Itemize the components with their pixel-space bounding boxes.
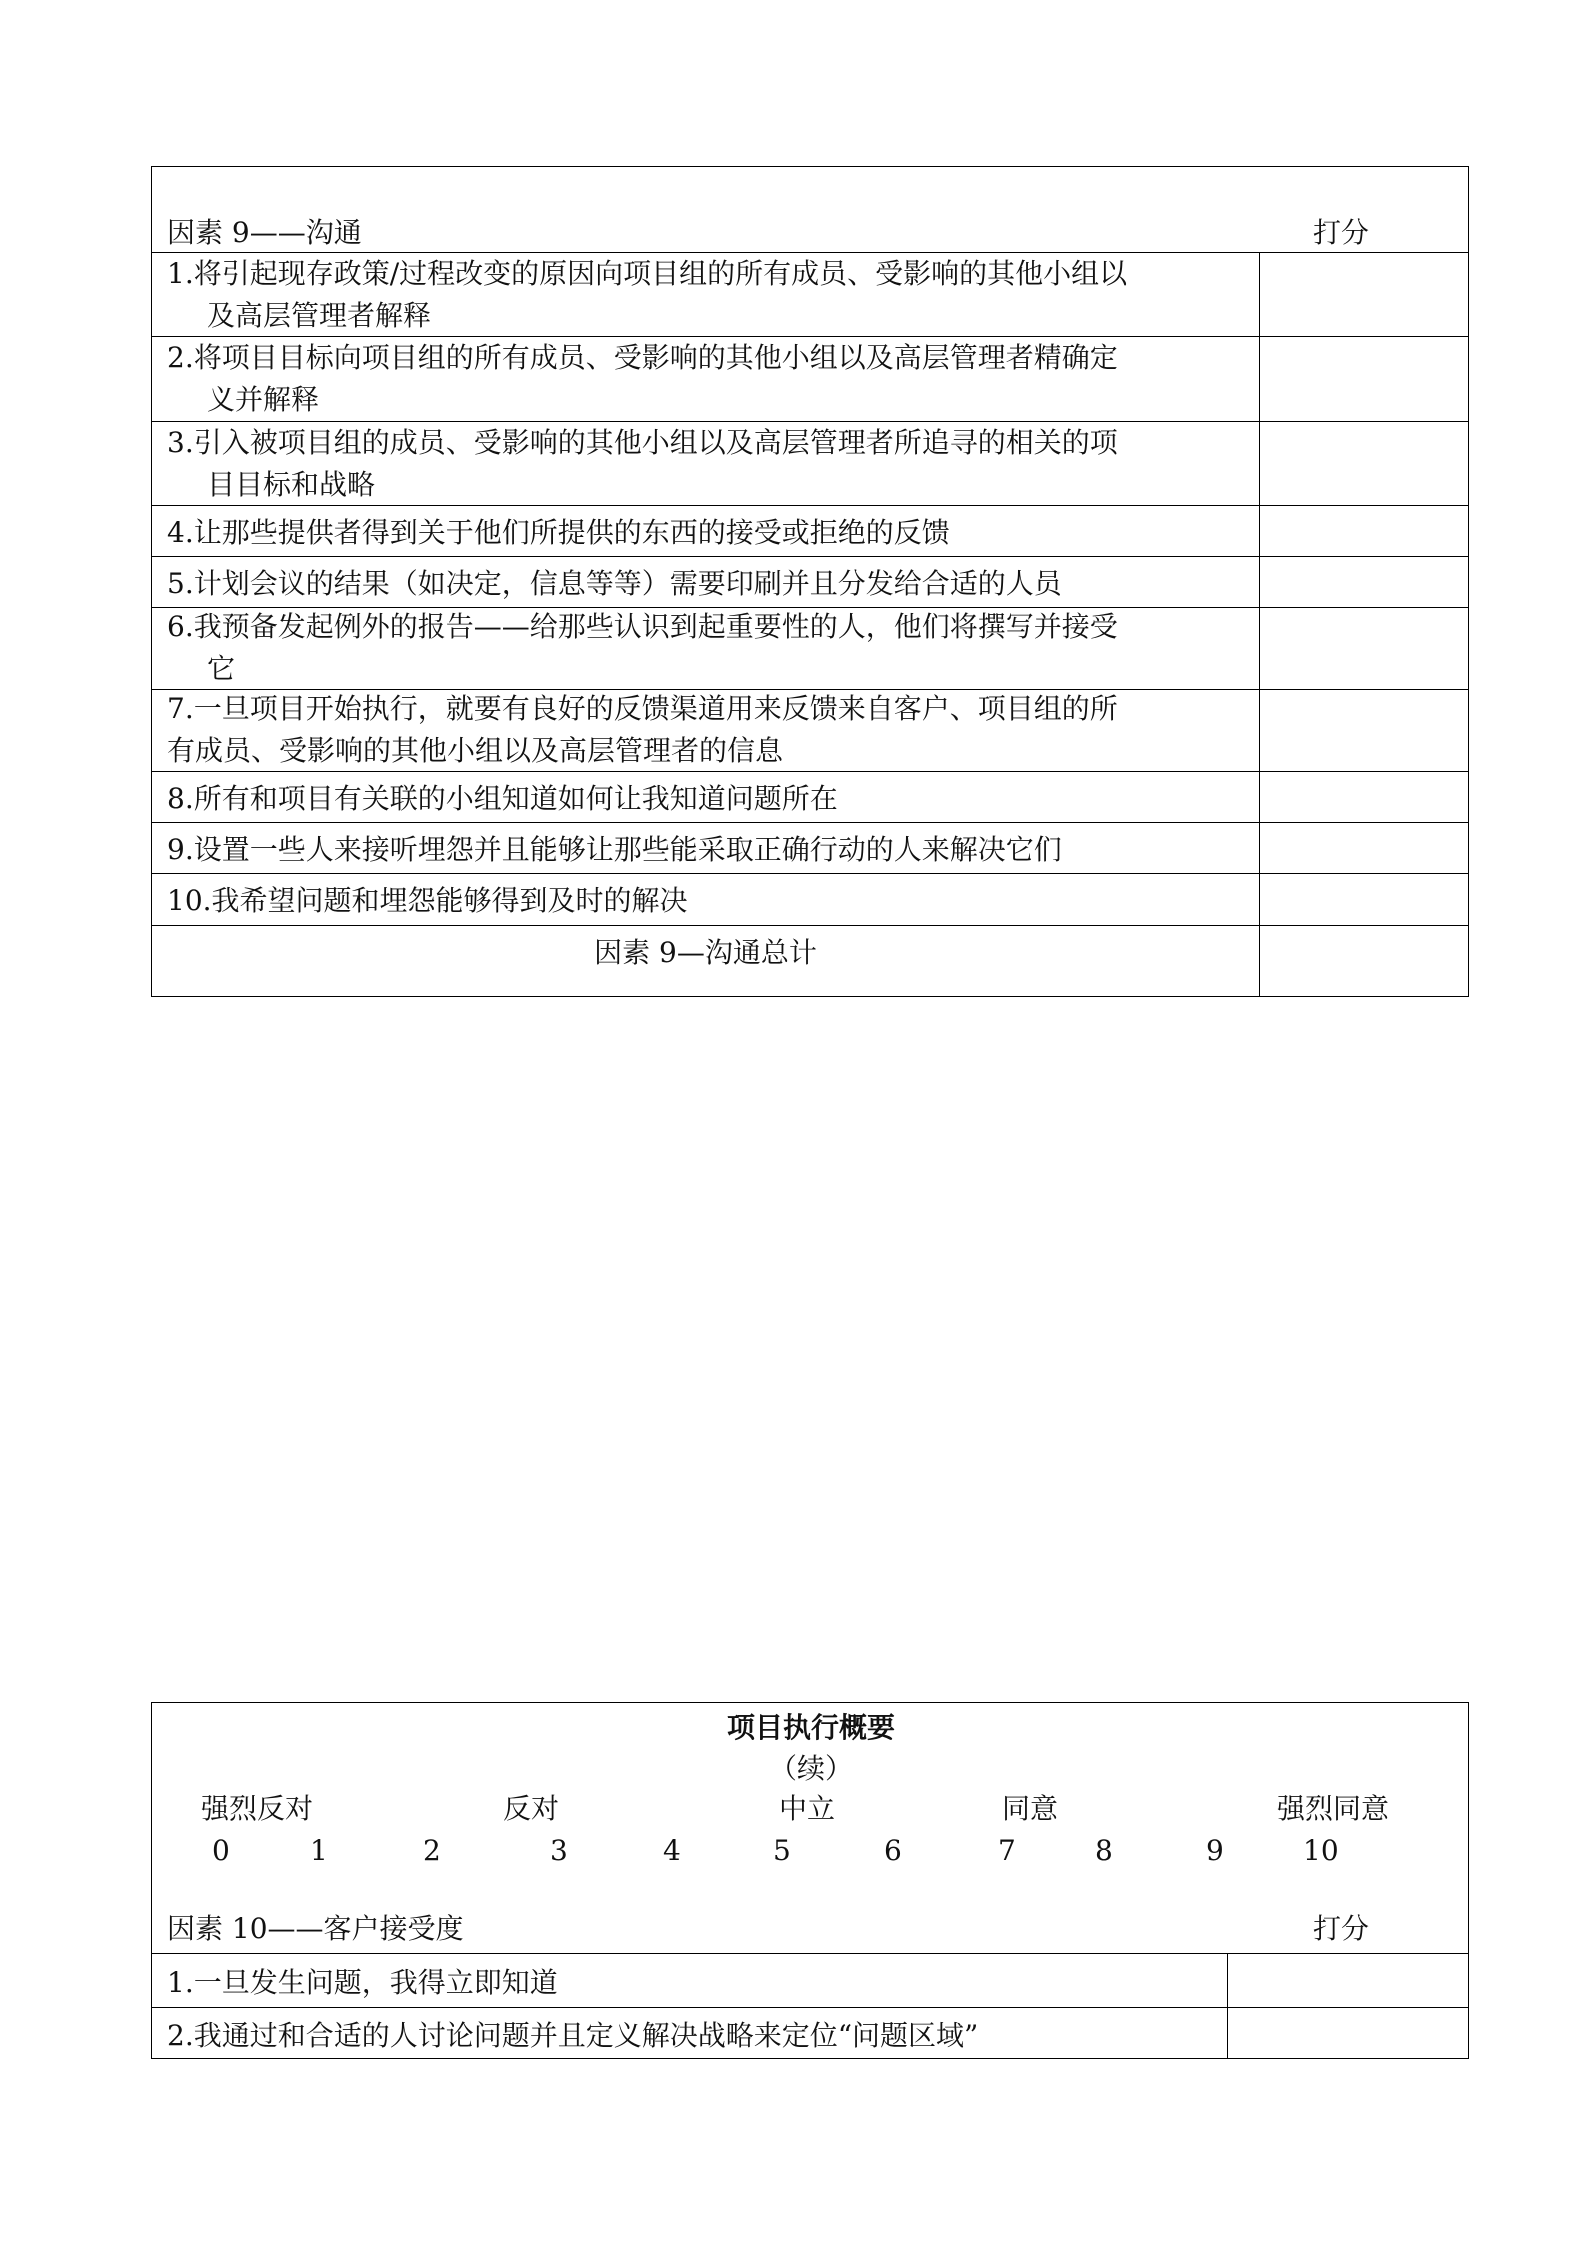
score-input-cell[interactable] — [1259, 557, 1468, 607]
scale-label-agree: 同意 — [1002, 1792, 1059, 1825]
item-text: 4.让那些提供者得到关于他们所提供的东西的接受或拒绝的反馈 — [167, 516, 950, 549]
item-text: 9.设置一些人来接听埋怨并且能够让那些能采取正确行动的人来解决它们 — [167, 833, 1062, 866]
scale-number: 3 — [550, 1834, 568, 1867]
factor9-title: 因素 9——沟通 — [167, 216, 362, 249]
item-text: 6.我预备发起例外的报告——给那些认识到起重要性的人，他们将撰写并接受 它 — [167, 610, 1118, 685]
scale-number: 0 — [212, 1834, 230, 1867]
scale-number: 6 — [884, 1834, 902, 1867]
scale-number: 1 — [310, 1834, 328, 1867]
table-row — [152, 873, 1468, 925]
score-input-cell[interactable] — [1227, 2008, 1468, 2058]
item-text: 10.我希望问题和埋怨能够得到及时的解决 — [167, 884, 688, 917]
score-column-header: 打分 — [1313, 1912, 1370, 1945]
score-input-cell[interactable] — [1259, 690, 1468, 771]
factor10-title: 因素 10——客户接受度 — [167, 1912, 464, 1945]
scale-number: 2 — [423, 1834, 441, 1867]
item-text: 2.将项目目标向项目组的所有成员、受影响的其他小组以及高层管理者精确定 义并解释 — [167, 341, 1118, 416]
summary-subtitle: （续） — [768, 1752, 853, 1785]
scale-label-strongly-agree: 强烈同意 — [1277, 1792, 1390, 1825]
scale-number: 10 — [1303, 1834, 1339, 1867]
factor10-table — [151, 1702, 1469, 2059]
factor9-header-row — [152, 167, 1468, 252]
table-row — [152, 689, 1468, 771]
score-input-cell[interactable] — [1259, 874, 1468, 925]
score-input-cell[interactable] — [1259, 608, 1468, 689]
table-row — [152, 336, 1468, 421]
table-row — [152, 252, 1468, 336]
summary-title: 项目执行概要 — [726, 1711, 895, 1744]
score-input-cell[interactable] — [1259, 253, 1468, 336]
table-row — [152, 556, 1468, 607]
table-row — [152, 607, 1468, 689]
scale-label-disagree: 反对 — [503, 1792, 560, 1825]
score-input-cell[interactable] — [1259, 337, 1468, 421]
item-text: 1.一旦发生问题，我得立即知道 — [167, 1966, 558, 1999]
scale-number: 5 — [773, 1834, 791, 1867]
score-input-cell[interactable] — [1259, 823, 1468, 873]
score-input-cell[interactable] — [1259, 422, 1468, 505]
table-row — [152, 505, 1468, 556]
scale-label-neutral: 中立 — [779, 1792, 836, 1825]
table-row — [152, 421, 1468, 505]
scale-number: 7 — [998, 1834, 1016, 1867]
score-column-header: 打分 — [1313, 216, 1370, 249]
score-input-cell[interactable] — [1259, 772, 1468, 822]
scale-number: 8 — [1095, 1834, 1113, 1867]
summary-header — [152, 1703, 1468, 1953]
factor9-total-label: 因素 9—沟通总计 — [594, 936, 817, 969]
scale-number: 9 — [1206, 1834, 1224, 1867]
item-text: 5.计划会议的结果（如决定，信息等等）需要印刷并且分发给合适的人员 — [167, 567, 1062, 600]
scale-number: 4 — [663, 1834, 681, 1867]
total-score-cell[interactable] — [1259, 926, 1468, 996]
table-row — [152, 1953, 1468, 2007]
item-text: 1.将引起现存政策/过程改变的原因向项目组的所有成员、受影响的其他小组以 及高层管理者解释 — [167, 257, 1128, 332]
item-text: 8.所有和项目有关联的小组知道如何让我知道问题所在 — [167, 782, 838, 815]
factor9-total-row — [152, 925, 1468, 996]
factor9-table — [151, 166, 1469, 997]
item-text: 3.引入被项目组的成员、受影响的其他小组以及高层管理者所追寻的相关的项 目目标和战略 — [167, 426, 1118, 501]
scale-label-strongly-disagree: 强烈反对 — [201, 1792, 314, 1825]
score-input-cell[interactable] — [1227, 1954, 1468, 2007]
table-row — [152, 2007, 1468, 2058]
item-text: 2.我通过和合适的人讨论问题并且定义解决战略来定位“问题区域” — [167, 2019, 979, 2052]
table-row — [152, 771, 1468, 822]
table-row — [152, 822, 1468, 873]
item-text: 7.一旦项目开始执行，就要有良好的反馈渠道用来反馈来自客户、项目组的所 有成员、受影响的其他小组以及高层管理者的信息 — [167, 692, 1118, 767]
score-input-cell[interactable] — [1259, 506, 1468, 556]
